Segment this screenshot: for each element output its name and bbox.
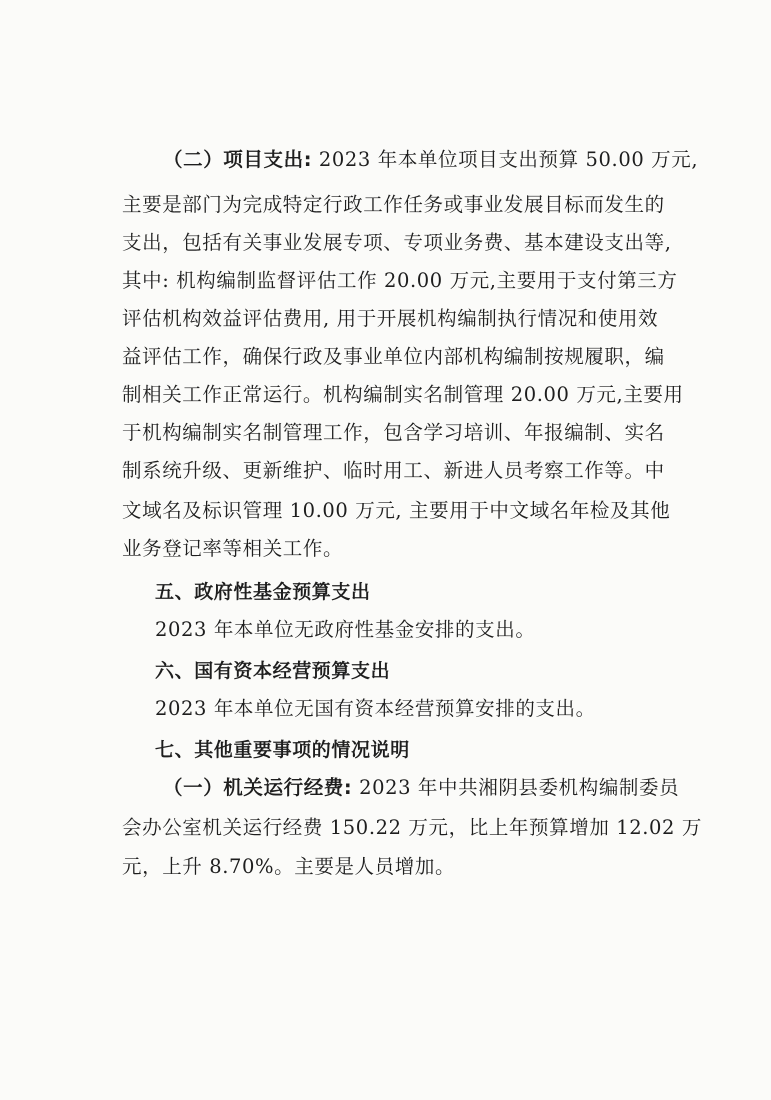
operating-expense-text: 2023 年中共湘阴县委机构编制委员 <box>352 776 680 799</box>
operating-expense-line-1 <box>163 774 679 802</box>
section-5-heading: 五、政府性基金预算支出 <box>155 581 371 603</box>
section-7-heading: 七、其他重要事项的情况说明 <box>155 739 410 761</box>
operating-expense-label: （一）机关运行经费: <box>163 776 353 799</box>
project-expense-text: 2023 年本单位项目支出预算 50.00 万元, <box>312 148 699 171</box>
paragraph-line: 其中: 机构编制监督评估工作 20.00 万元,主要用于支付第三方 <box>122 269 678 292</box>
project-expense-label: （二）项目支出: <box>163 148 313 171</box>
paragraph-line: 制系统升级、更新维护、临时用工、新进人员考察工作等。中 <box>122 459 665 482</box>
paragraph-line: 元，上升 8.70%。主要是人员增加。 <box>122 855 456 878</box>
paragraph-line: 主要是部门为完成特定行政工作任务或事业发展目标而发生的 <box>122 193 665 216</box>
project-expense-line-1 <box>163 146 698 174</box>
paragraph-line: 业务登记率等相关工作。 <box>122 537 344 560</box>
paragraph-line: 益评估工作，确保行政及事业单位内部机构编制按规履职，编 <box>122 345 665 368</box>
paragraph-line: 于机构编制实名制管理工作，包含学习培训、年报编制、实名 <box>122 421 665 444</box>
paragraph-line: 支出，包括有关事业发展专项、专项业务费、基本建设支出等, <box>122 231 672 254</box>
paragraph-line: 制相关工作正常运行。机构编制实名制管理 20.00 万元,主要用 <box>122 383 684 406</box>
section-6-text: 2023 年本单位无国有资本经营预算安排的支出。 <box>155 697 596 720</box>
section-6-heading: 六、国有资本经营预算支出 <box>155 660 391 682</box>
paragraph-line: 会办公室机关运行经费 150.22 万元，比上年预算增加 12.02 万 <box>122 816 702 839</box>
paragraph-line: 评估机构效益评估费用, 用于开展机构编制执行情况和使用效 <box>122 307 659 330</box>
section-5-text: 2023 年本单位无政府性基金安排的支出。 <box>155 618 536 641</box>
paragraph-line: 文域名及标识管理 10.00 万元, 主要用于中文域名年检及其他 <box>122 499 671 522</box>
